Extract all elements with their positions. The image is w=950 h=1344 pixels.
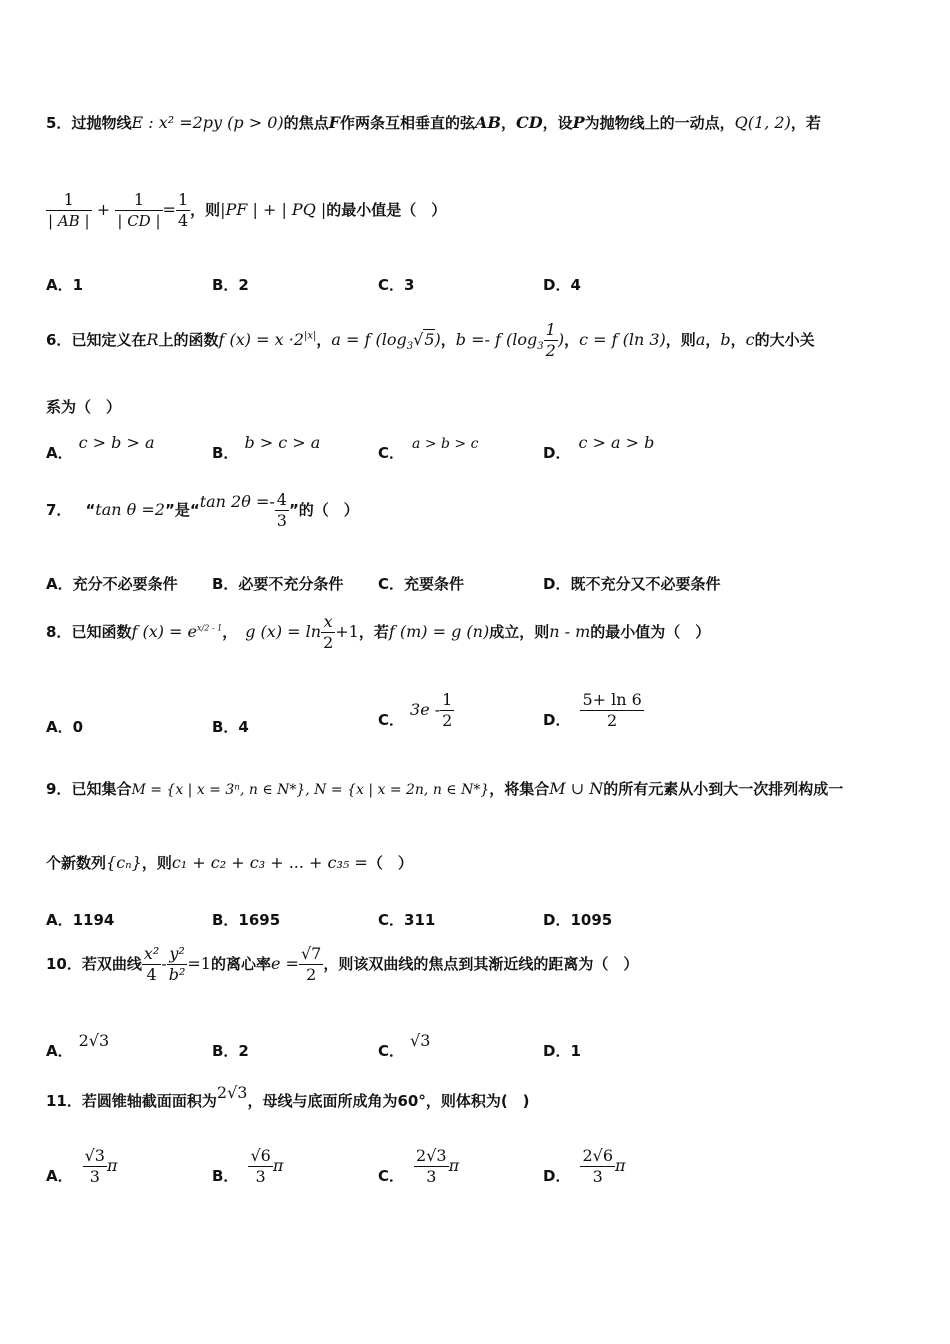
option-value: c > b > a — [78, 433, 155, 452]
option-value: c > a > b — [578, 433, 655, 452]
q5-fraction-1 — [46, 190, 92, 231]
q6-b-fraction — [544, 320, 558, 361]
q5-option-d[interactable]: D．4 — [543, 276, 581, 294]
q6-a-expr: a = f (log — [331, 330, 407, 349]
option-letter: C． — [378, 711, 405, 729]
denominator: 3 — [276, 511, 287, 530]
var-b: b — [720, 330, 731, 349]
option-letter: A． — [46, 1167, 73, 1185]
q9-sum: c₁ + c₂ + c₃ + ... + c₃₅ = — [171, 853, 368, 872]
comma: ， — [705, 331, 721, 349]
q10-text: ，则该双曲线的焦点到其渐近线的距离为（ ） — [323, 955, 639, 973]
q5-line2 — [46, 190, 446, 231]
q11-text: ，母线与底面所成角为60°，则体积为( ) — [247, 1092, 530, 1110]
numerator: 1 — [545, 320, 556, 339]
comma: ， — [316, 331, 332, 349]
option-value: b > c > a — [244, 433, 321, 452]
paren: ) — [434, 330, 441, 349]
log-base: 3 — [537, 341, 544, 353]
q5-line1 — [46, 112, 821, 133]
plus-sign: + — [96, 200, 111, 219]
q6-text: 的大小关 — [754, 331, 815, 349]
q7-option-c[interactable]: C．充要条件 — [378, 575, 465, 593]
q10-fraction-x — [142, 944, 161, 985]
q8-f-base: f (x) = e — [131, 622, 198, 641]
numerator: 1 — [46, 190, 92, 211]
q5-var-P: P — [572, 113, 585, 132]
q9-text: ，则 — [141, 854, 172, 872]
numerator: 2√6 — [582, 1146, 614, 1165]
var-c: c — [745, 330, 755, 349]
q7-option-b[interactable]: B．必要不充分条件 — [212, 575, 344, 593]
option-fraction — [414, 1146, 449, 1187]
numerator: 1 — [115, 190, 162, 211]
denominator: 2 — [545, 341, 556, 360]
q11-text: 若圆锥轴截面面积为 — [81, 1092, 217, 1110]
numerator: √3 — [84, 1146, 105, 1165]
paren: ) — [557, 330, 565, 349]
pi-symbol: π — [448, 1156, 460, 1175]
q7-number: 7． — [46, 501, 72, 519]
q11-line1 — [46, 1083, 530, 1111]
numerator: x² — [143, 944, 160, 963]
q9-text: 个新数列 — [46, 854, 107, 872]
q5-option-c[interactable]: C．3 — [378, 276, 415, 294]
q6-text: 已知定义在 — [71, 331, 147, 349]
q9-text: 的所有元素从小到大一次排列构成一 — [603, 780, 844, 798]
denominator: 4 — [146, 965, 157, 984]
q7-fraction — [275, 490, 289, 531]
q11-number: 11． — [46, 1092, 82, 1110]
minus-sign: - — [161, 954, 167, 973]
q5-fraction-3 — [176, 190, 190, 231]
q5-fraction-2 — [115, 190, 162, 231]
q5-var-CD: CD — [516, 113, 543, 132]
plus-one: +1 — [335, 622, 359, 641]
q10-text: 的离心率 — [210, 955, 271, 973]
q8-text: ，若 — [358, 623, 389, 641]
q9-text: ，将集合 — [489, 780, 550, 798]
q9-number: 9． — [46, 780, 72, 798]
q5-text: 过抛物线 — [71, 114, 132, 132]
option-value: √3 — [410, 1031, 431, 1050]
denominator: 3 — [592, 1167, 603, 1186]
numerator: 1 — [177, 190, 189, 209]
q5-text: 的最小值是（ ） — [326, 201, 447, 219]
denominator: 2 — [607, 711, 618, 730]
q5-text: 作两条互相垂直的弦 — [340, 114, 476, 132]
q8-difference: n - m — [549, 622, 591, 641]
q5-text: ，若 — [790, 114, 821, 132]
q8-option-a[interactable]: A．0 — [46, 718, 84, 736]
q10-fraction-y — [167, 944, 188, 985]
q8-option-d[interactable] — [543, 690, 644, 731]
q6-number: 6． — [46, 331, 72, 349]
pi-symbol: π — [272, 1156, 284, 1175]
q11-option-b[interactable] — [212, 1146, 283, 1187]
q9-text: （ ） — [367, 854, 413, 872]
numerator: x — [321, 612, 335, 633]
q7-condition-2: tan 2θ =- — [199, 492, 275, 511]
q9-sequence: {cₙ} — [106, 853, 142, 872]
q5-text: 的焦点 — [283, 114, 329, 132]
q5-comma: ， — [500, 114, 516, 132]
q7-text: ”的（ ） — [288, 501, 359, 519]
option-letter: D． — [543, 1167, 571, 1185]
q6-def-c: c = f (ln 3) — [579, 330, 666, 349]
equals-sign: = — [162, 200, 176, 219]
q7-line1 — [46, 490, 359, 531]
denominator: 2 — [323, 633, 334, 652]
option-fraction — [440, 690, 454, 731]
q6-option-b[interactable] — [212, 432, 321, 462]
pi-symbol: π — [615, 1156, 626, 1175]
option-value: 2√3 — [78, 1031, 110, 1050]
denominator: | CD | — [117, 212, 161, 230]
q8-text: 已知函数 — [71, 623, 132, 641]
q6-function-base: f (x) = x ·2 — [218, 330, 304, 349]
numerator: √7 — [300, 944, 322, 963]
q9-set-definitions: M = {x | x = 3ⁿ, n ∈ N*}, N = {x | x = 2n, n ∈ N*} — [131, 782, 490, 798]
denominator: b² — [168, 965, 186, 984]
q6-b-expr: b =- f (log — [455, 330, 538, 349]
comma: ， — [440, 331, 456, 349]
option-fraction — [248, 1146, 272, 1187]
numerator: y² — [167, 944, 188, 965]
denominator: 2 — [306, 965, 317, 984]
q10-line1 — [46, 944, 638, 985]
q11-option-a[interactable] — [46, 1146, 118, 1187]
q10-eccentricity: e = — [271, 954, 299, 973]
denominator: 4 — [177, 211, 189, 230]
q8-option-c[interactable] — [378, 690, 454, 731]
q7-option-d[interactable]: D．既不充分又不必要条件 — [543, 575, 721, 593]
denominator: 3 — [426, 1167, 437, 1186]
q6-text: ，则 — [665, 331, 696, 349]
q10-option-a[interactable] — [46, 1030, 110, 1060]
q5-text: 为抛物线上的一动点， — [584, 114, 735, 132]
q10-option-c[interactable] — [378, 1030, 431, 1060]
option-fraction — [580, 1146, 615, 1187]
radicand: 5 — [424, 330, 435, 349]
q8-function-f — [131, 622, 222, 641]
numerator: 1 — [442, 690, 453, 709]
option-letter: C． — [378, 1167, 405, 1185]
q7-condition: tan θ =2 — [95, 500, 165, 519]
numerator: 5+ ln 6 — [582, 690, 642, 709]
comma: ， — [222, 623, 238, 641]
option-fraction — [83, 1146, 107, 1187]
option-letter: A． — [46, 1042, 73, 1060]
numerator: 2√3 — [416, 1146, 447, 1165]
q5-var-AB: AB — [475, 113, 501, 132]
q8-function-g: g (x) = ln — [245, 622, 322, 641]
pi-symbol: π — [106, 1156, 118, 1175]
var-a: a — [695, 330, 706, 349]
q6-def-b — [455, 320, 565, 360]
q8-option-b[interactable]: B．4 — [212, 718, 249, 736]
q5-option-b[interactable]: B．2 — [212, 276, 249, 294]
q5-var-F: F — [328, 113, 341, 132]
option-value: 3e - — [410, 700, 441, 719]
denominator: 3 — [89, 1167, 100, 1186]
q6-text: 上的函数 — [158, 331, 219, 349]
denominator: | AB | — [48, 212, 90, 230]
numerator: 4 — [276, 490, 287, 509]
option-letter: B． — [212, 444, 239, 462]
q5-text: ，设 — [542, 114, 573, 132]
q6-function — [219, 330, 317, 349]
q7-option-a[interactable]: A．充分不必要条件 — [46, 575, 178, 593]
q10-number: 10． — [46, 955, 82, 973]
denominator: 2 — [442, 711, 453, 730]
q6-function-exponent: |x| — [303, 330, 317, 342]
option-letter: D． — [543, 711, 571, 729]
q10-fraction-e — [299, 944, 323, 985]
q6-option-d[interactable] — [543, 432, 655, 462]
option-letter: A． — [46, 444, 73, 462]
q5-text: ，则 — [190, 201, 221, 219]
q8-text: 成立，则 — [489, 623, 550, 641]
q6-line1 — [46, 320, 815, 361]
q5-option-a[interactable]: A．1 — [46, 276, 84, 294]
q7-text: ”是“ — [164, 501, 200, 519]
denominator: 3 — [255, 1167, 266, 1186]
q9-option-d[interactable]: D．1095 — [543, 911, 613, 929]
equals-one: =1 — [187, 954, 211, 973]
q8-number: 8． — [46, 623, 72, 641]
option-value: a > b > c — [412, 436, 479, 452]
q6-option-c[interactable] — [378, 432, 479, 462]
option-letter: B． — [212, 1167, 239, 1185]
option-letter: C． — [378, 1042, 405, 1060]
q9-option-a[interactable]: A．1194 — [46, 911, 115, 929]
q9-text: 已知集合 — [71, 780, 132, 798]
q9-option-c[interactable]: C．311 — [378, 911, 436, 929]
q5-expression: |PF | + | PQ | — [220, 200, 327, 219]
q11-area: 2√3 — [216, 1083, 248, 1102]
q6-def-a: a = f $(\log_3√5)$ — [331, 330, 441, 353]
option-fraction — [580, 690, 643, 731]
q8-equation: f (m) = g (n) — [388, 622, 490, 641]
q6-var-R: R — [146, 330, 159, 349]
numerator: √6 — [250, 1146, 271, 1165]
q8-g-fraction — [321, 612, 335, 653]
quote-open: “ — [85, 501, 96, 519]
q9-union: M ∪ N — [549, 779, 604, 798]
q6-option-a[interactable] — [46, 432, 155, 462]
q9-line1 — [46, 778, 843, 799]
q5-point-Q: Q(1, 2) — [734, 113, 791, 132]
q9-option-b[interactable]: B．1695 — [212, 911, 281, 929]
log-base: 3 — [406, 341, 414, 353]
q11-option-c[interactable] — [378, 1146, 459, 1187]
q8-f-exponent: x/2 - 1 — [197, 623, 223, 633]
comma: ， — [730, 331, 746, 349]
comma: ， — [564, 331, 580, 349]
q11-option-d[interactable] — [543, 1146, 626, 1187]
option-letter: D． — [543, 444, 571, 462]
option-letter: C． — [378, 444, 405, 462]
q10-text: 若双曲线 — [81, 955, 142, 973]
q8-text: 的最小值为（ ） — [590, 623, 711, 641]
q10-option-d[interactable]: D．1 — [543, 1042, 581, 1060]
q8-line1 — [46, 612, 710, 653]
q5-number: 5． — [46, 114, 72, 132]
q5-parabola-equation: E : x² =2py (p > 0) — [131, 113, 284, 132]
q6-line2: 系为（ ） — [46, 398, 122, 416]
q10-option-b[interactable]: B．2 — [212, 1042, 249, 1060]
q9-line2 — [46, 852, 413, 873]
